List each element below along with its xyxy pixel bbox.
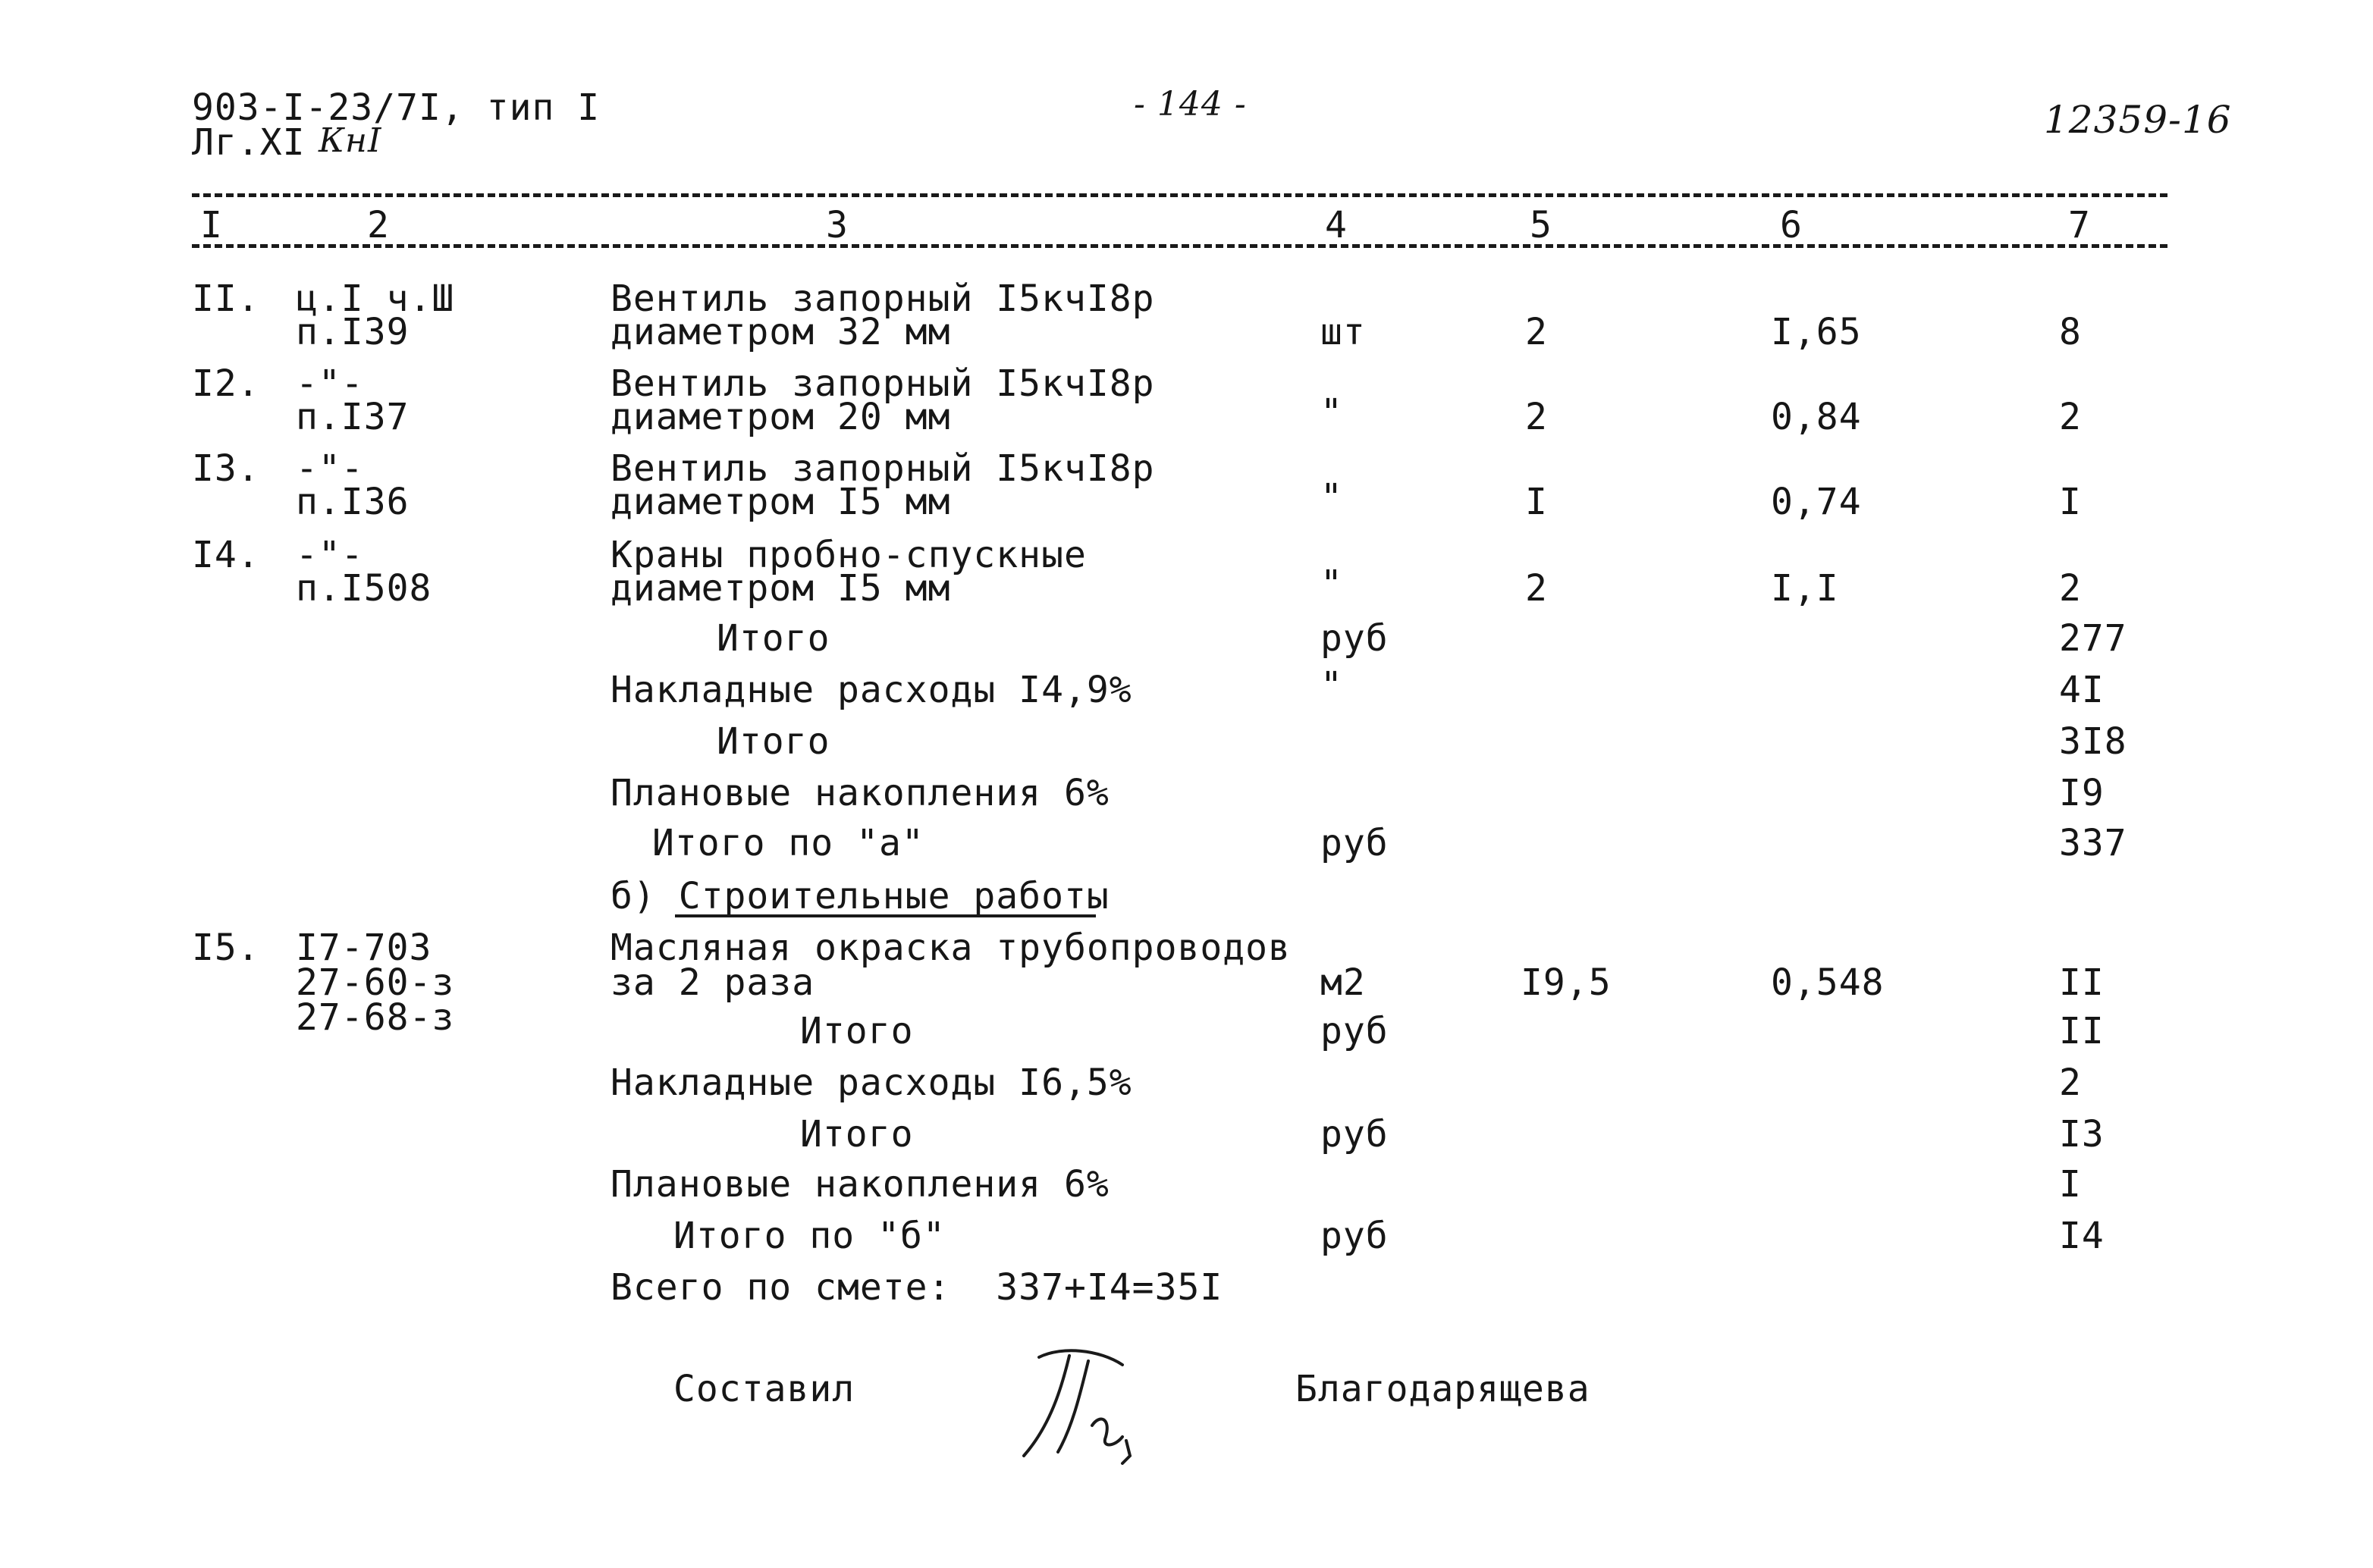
header-rule-bottom [192,244,2167,248]
row-description: Краны пробно-спускные [611,534,1087,576]
row-quantity: I [1525,481,1548,523]
row-number: I2. [192,362,260,405]
row-reference: 27-60-з [296,961,455,1004]
row-unit-price: 0,84 [1771,396,1862,438]
row-unit: м2 [1320,961,1366,1004]
summary-a-total: 277 [2059,617,2127,660]
row-quantity: 2 [1525,311,1548,353]
row-number: I3. [192,447,260,490]
row-description: Вентиль запорный I5кчI8р [611,447,1155,490]
summary-b-total: I4 [2059,1215,2105,1257]
sheet-handwritten-note: КнI [319,121,382,160]
row-number: II. [192,278,260,320]
summary-b-label: Итого [800,1010,914,1052]
row-unit-price: 0,548 [1771,961,1885,1004]
row-number: I5. [192,927,260,969]
signature [1009,1342,1160,1471]
row-reference: п.I37 [296,396,410,438]
section-b-title: б) Строительные работы [611,875,1110,917]
row-description: диаметром I5 мм [611,481,951,523]
row-reference: -"- [296,447,364,490]
row-reference: I7-703 [296,927,432,969]
summary-b-label: Плановые накопления 6% [611,1163,1110,1206]
row-total: 2 [2059,567,2082,610]
row-quantity: 2 [1525,396,1548,438]
page-number: - 144 - [1134,85,1247,124]
compiler-name: Благодарящева [1295,1368,1590,1410]
row-unit: " [1320,563,1343,605]
row-reference: п.I39 [296,311,410,353]
row-reference: -"- [296,362,364,405]
row-number: I4. [192,534,260,576]
row-reference: п.I36 [296,481,410,523]
summary-a-unit: руб [1320,617,1389,660]
grand-total: Всего по смете: 337+I4=35I [611,1266,1223,1309]
row-unit: " [1320,391,1343,434]
row-unit-price: 0,74 [1771,481,1862,523]
summary-b-unit: руб [1320,1010,1389,1052]
row-total: I [2059,481,2082,523]
column-header-7: 7 [2064,207,2095,243]
row-reference: п.I508 [296,567,432,610]
row-description: диаметром 20 мм [611,396,951,438]
summary-b-total: I [2059,1163,2082,1206]
column-header-2: 2 [363,207,394,243]
column-header-1: I [196,207,228,243]
column-header-4: 4 [1320,207,1352,243]
row-unit: шт [1320,311,1366,353]
summary-a-label: Итого [717,720,830,763]
summary-b-label: Накладные расходы I6,5% [611,1062,1132,1104]
row-unit-price: I,I [1771,567,1839,610]
row-description: диаметром 32 мм [611,311,951,353]
summary-b-unit: руб [1320,1215,1389,1257]
summary-a-label: Накладные расходы I4,9% [611,669,1132,711]
summary-b-label: Итого по "б" [673,1215,946,1257]
row-description: Вентиль запорный I5кчI8р [611,278,1155,320]
row-total: 8 [2059,311,2082,353]
row-unit-price: I,65 [1771,311,1862,353]
summary-a-total: 337 [2059,822,2127,864]
row-quantity: I9,5 [1521,961,1612,1004]
archive-number: 12359-16 [2044,98,2232,142]
row-description: Масляная окраска трубопроводов [611,927,1291,969]
summary-b-total: 2 [2059,1062,2082,1104]
summary-b-unit: руб [1320,1113,1389,1156]
row-total: 2 [2059,396,2082,438]
summary-a-label: Плановые накопления 6% [611,772,1110,814]
row-description: Вентиль запорный I5кчI8р [611,362,1155,405]
row-description: диаметром I5 мм [611,567,951,610]
section-b-underline [675,914,1096,917]
summary-a-unit: руб [1320,822,1389,864]
summary-b-total: II [2059,1010,2105,1052]
column-header-5: 5 [1525,207,1557,243]
header-rule-top [192,193,2167,197]
summary-a-unit: " [1320,664,1343,707]
row-unit: " [1320,476,1343,519]
row-total: II [2059,961,2105,1004]
sheet-label: Лг.XI [192,121,306,164]
compiled-by-label: Составил [673,1368,855,1410]
row-reference: -"- [296,534,364,576]
summary-a-total: 3I8 [2059,720,2127,763]
row-quantity: 2 [1525,567,1548,610]
summary-a-label: Итого [717,617,830,660]
row-description: за 2 раза [611,961,815,1004]
summary-a-total: I9 [2059,772,2105,814]
summary-b-label: Итого [800,1113,914,1156]
column-header-6: 6 [1775,207,1807,243]
row-reference: ц.I ч.Ш [296,278,455,320]
document-code: 903-I-23/7I, тип I [192,86,601,129]
summary-a-total: 4I [2059,669,2105,711]
column-header-3: 3 [821,207,853,243]
row-reference: 27-68-з [296,996,455,1039]
summary-b-total: I3 [2059,1113,2105,1156]
summary-a-label: Итого по "а" [652,822,924,864]
